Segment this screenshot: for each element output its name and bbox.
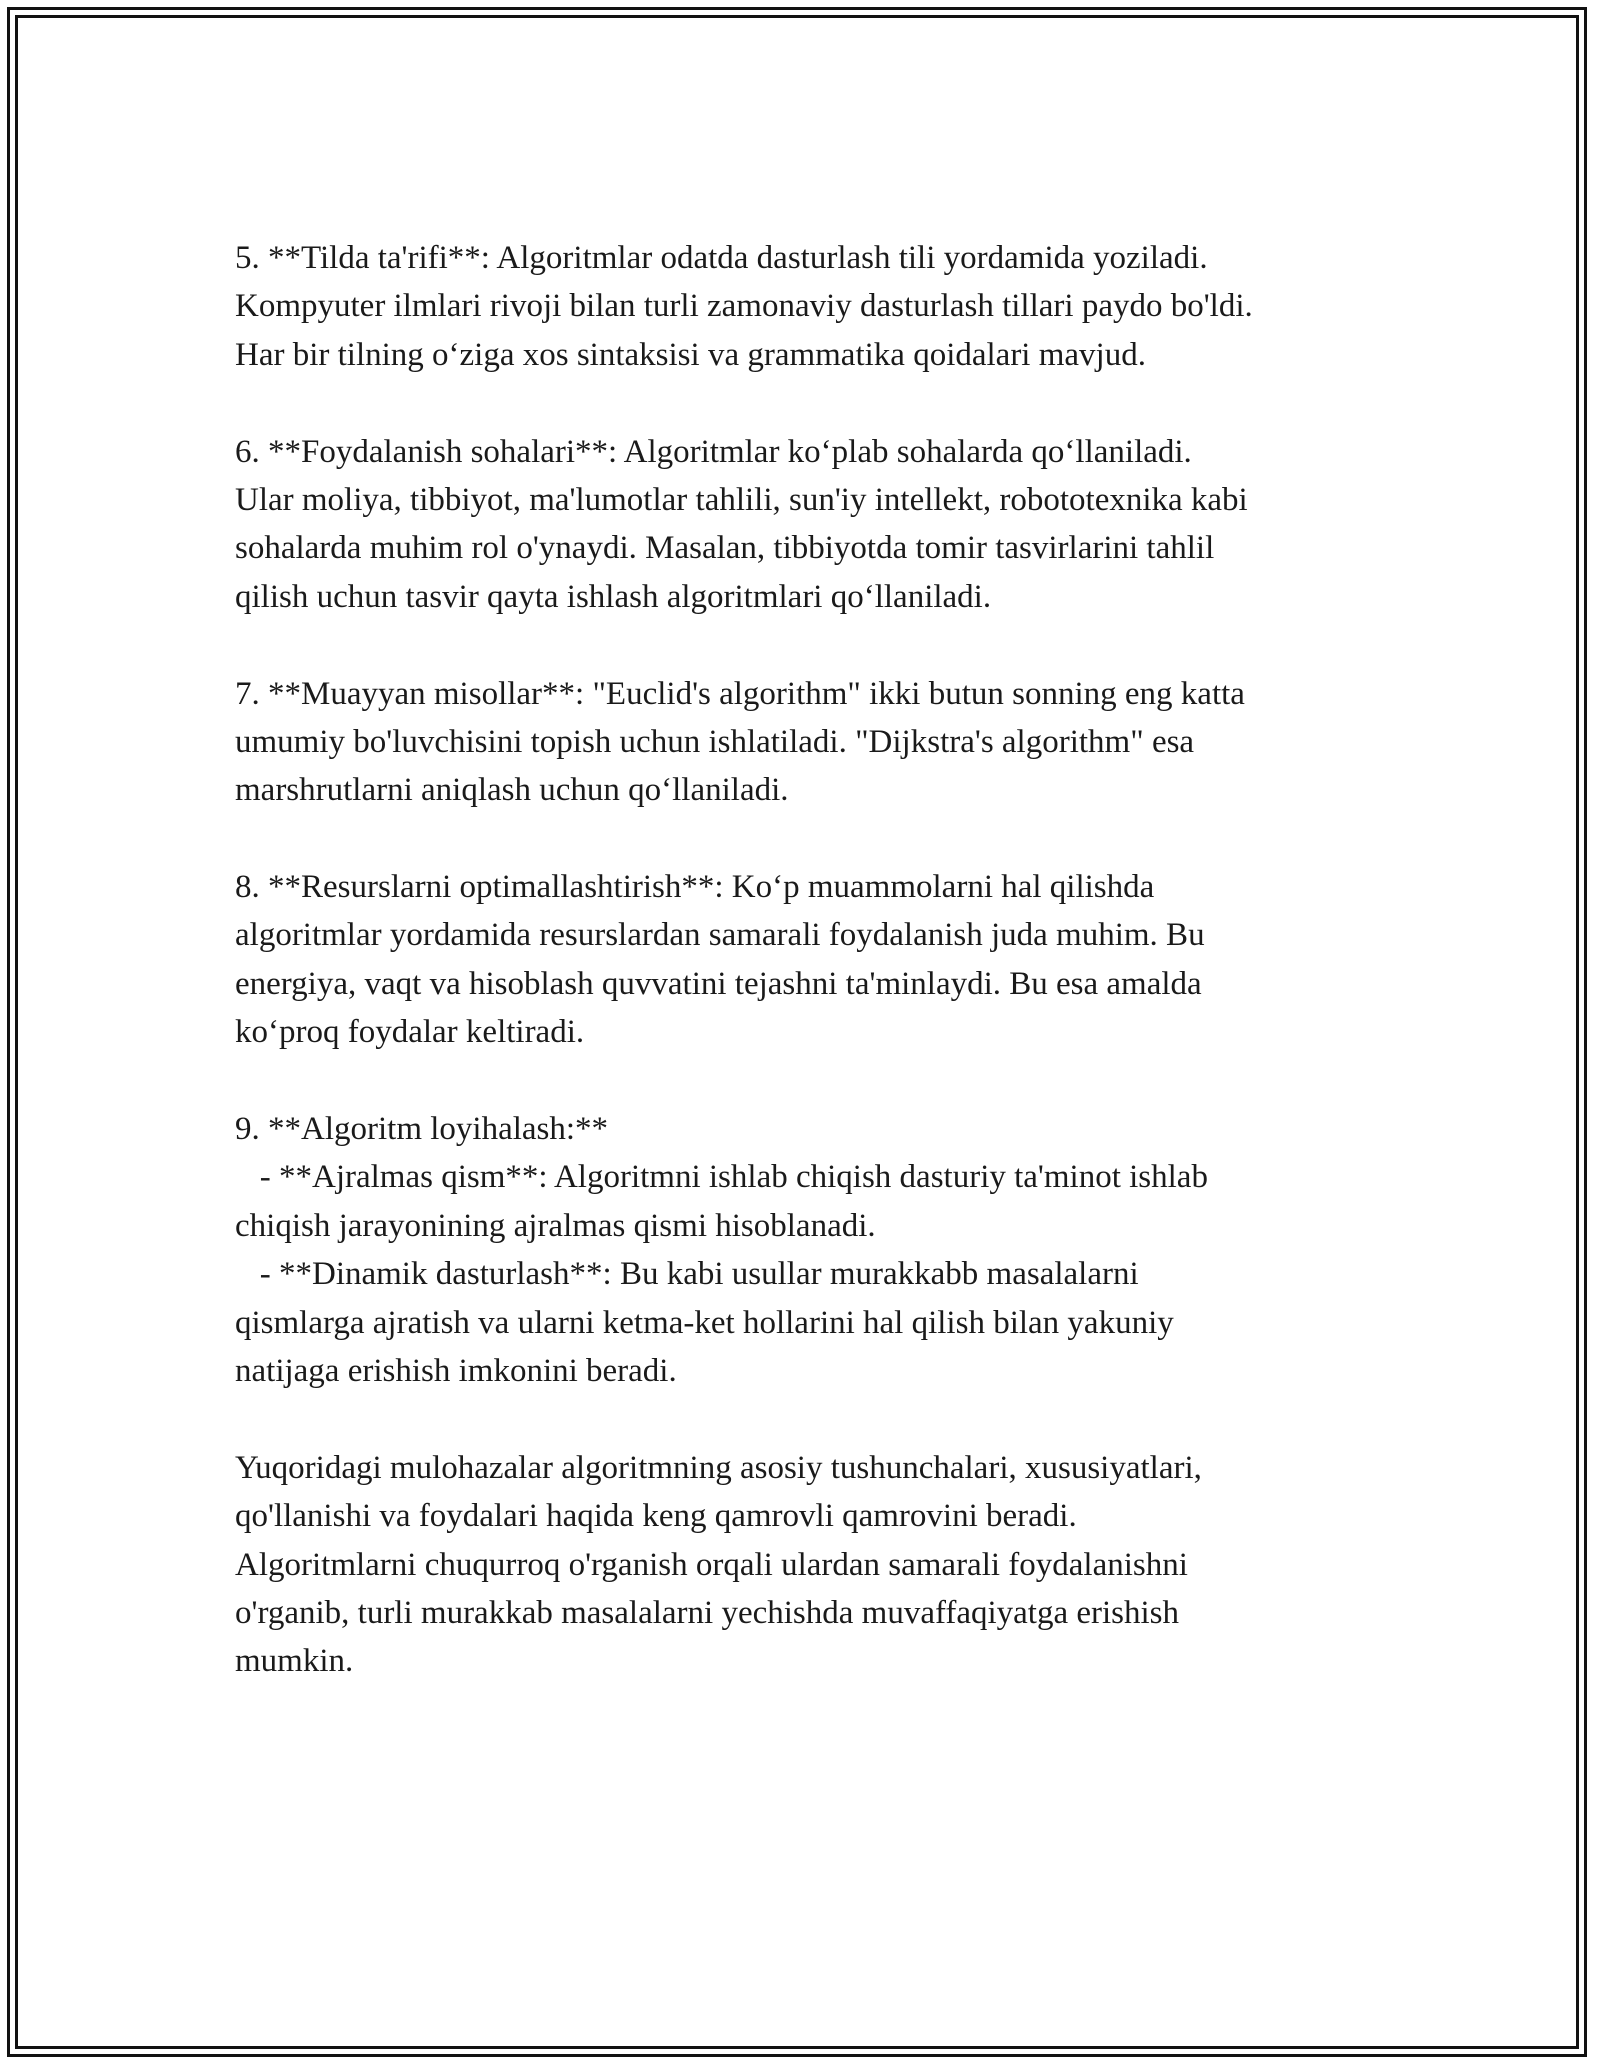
text-line: qo'llanishi va foydalari haqida keng qamrovli qamrovini beradi.	[235, 1498, 1077, 1535]
text-line: Har bir tilning o‘ziga xos sintaksisi va grammatika qoidalari mavjud.	[235, 336, 1146, 373]
paragraph-resurslarni-optimallashtirish	[235, 863, 1415, 1057]
paragraph-spacer	[235, 1057, 1415, 1105]
text-line: chiqish jarayonining ajralmas qismi hisoblanadi.	[235, 1207, 876, 1244]
paragraph-conclusion	[235, 1444, 1415, 1686]
paragraph-spacer	[235, 1395, 1415, 1443]
text-line: marshrutlarni aniqlash uchun qo‘llaniladi.	[235, 772, 789, 809]
text-line: algoritmlar yordamida resurslardan samarali foydalanish juda muhim. Bu	[235, 917, 1205, 954]
text-line: 8. **Resurslarni optimallashtirish**: Ko‘p muammolarni hal qilishda	[235, 869, 1155, 906]
text-line: umumiy bo'luvchisini topish uchun ishlatiladi. "Dijkstra's algorithm" esa	[235, 723, 1195, 760]
text-line: natijaga erishish imkonini beradi.	[235, 1352, 677, 1389]
paragraph-algoritm-loyihalash	[235, 1105, 1415, 1395]
text-line: 5. **Tilda ta'rifi**: Algoritmlar odatda dasturlash tili yordamida yoziladi.	[235, 240, 1208, 276]
paragraph-muayyan-misollar	[235, 670, 1415, 815]
text-line: - **Ajralmas qism**: Algoritmni ishlab chiqish dasturiy ta'minot ishlab	[235, 1159, 1208, 1196]
text-line: o'rganib, turli murakkab masalalarni yechishda muvaffaqiyatga erishish	[235, 1594, 1180, 1631]
text-line: sohalarda muhim rol o'ynaydi. Masalan, tibbiyotda tomir tasvirlarini tahlil	[235, 530, 1215, 567]
text-line: Kompyuter ilmlari rivoji bilan turli zamonaviy dasturlash tillari paydo bo'ldi.	[235, 288, 1253, 325]
text-line: 6. **Foydalanish sohalari**: Algoritmlar ko‘plab sohalarda qo‘llaniladi.	[235, 433, 1192, 470]
text-line: qilish uchun tasvir qayta ishlash algoritmlari qo‘llaniladi.	[235, 578, 992, 615]
paragraph-spacer	[235, 379, 1415, 427]
paragraph-foydalanish-sohalari	[235, 428, 1415, 622]
text-line: ko‘proq foydalar keltiradi.	[235, 1014, 585, 1051]
text-line: - **Dinamik dasturlash**: Bu kabi usullar murakkabb masalalarni	[235, 1256, 1139, 1293]
text-line: qismlarga ajratish va ularni ketma-ket hollarini hal qilish bilan yakuniy	[235, 1304, 1174, 1341]
text-line: energiya, vaqt va hisoblash quvvatini tejashni ta'minlaydi. Bu esa amalda	[235, 965, 1202, 1002]
text-line: mumkin.	[235, 1643, 354, 1680]
paragraph-spacer	[235, 815, 1415, 863]
text-line: Ular moliya, tibbiyot, ma'lumotlar tahlili, sun'iy intellekt, robototexnika kabi	[235, 481, 1248, 518]
text-line: Yuqoridagi mulohazalar algoritmning asosiy tushunchalari, xususiyatlari,	[235, 1449, 1202, 1486]
document-body	[235, 234, 1415, 1686]
paragraph-tilda-tarifi	[235, 234, 1415, 379]
text-line: 9. **Algoritm loyihalash:**	[235, 1111, 609, 1148]
paragraph-spacer	[235, 621, 1415, 669]
text-line: 7. **Muayyan misollar**: "Euclid's algorithm" ikki butun sonning eng katta	[235, 675, 1245, 712]
text-line: Algoritmlarni chuqurroq o'rganish orqali ulardan samarali foydalanishni	[235, 1546, 1188, 1583]
